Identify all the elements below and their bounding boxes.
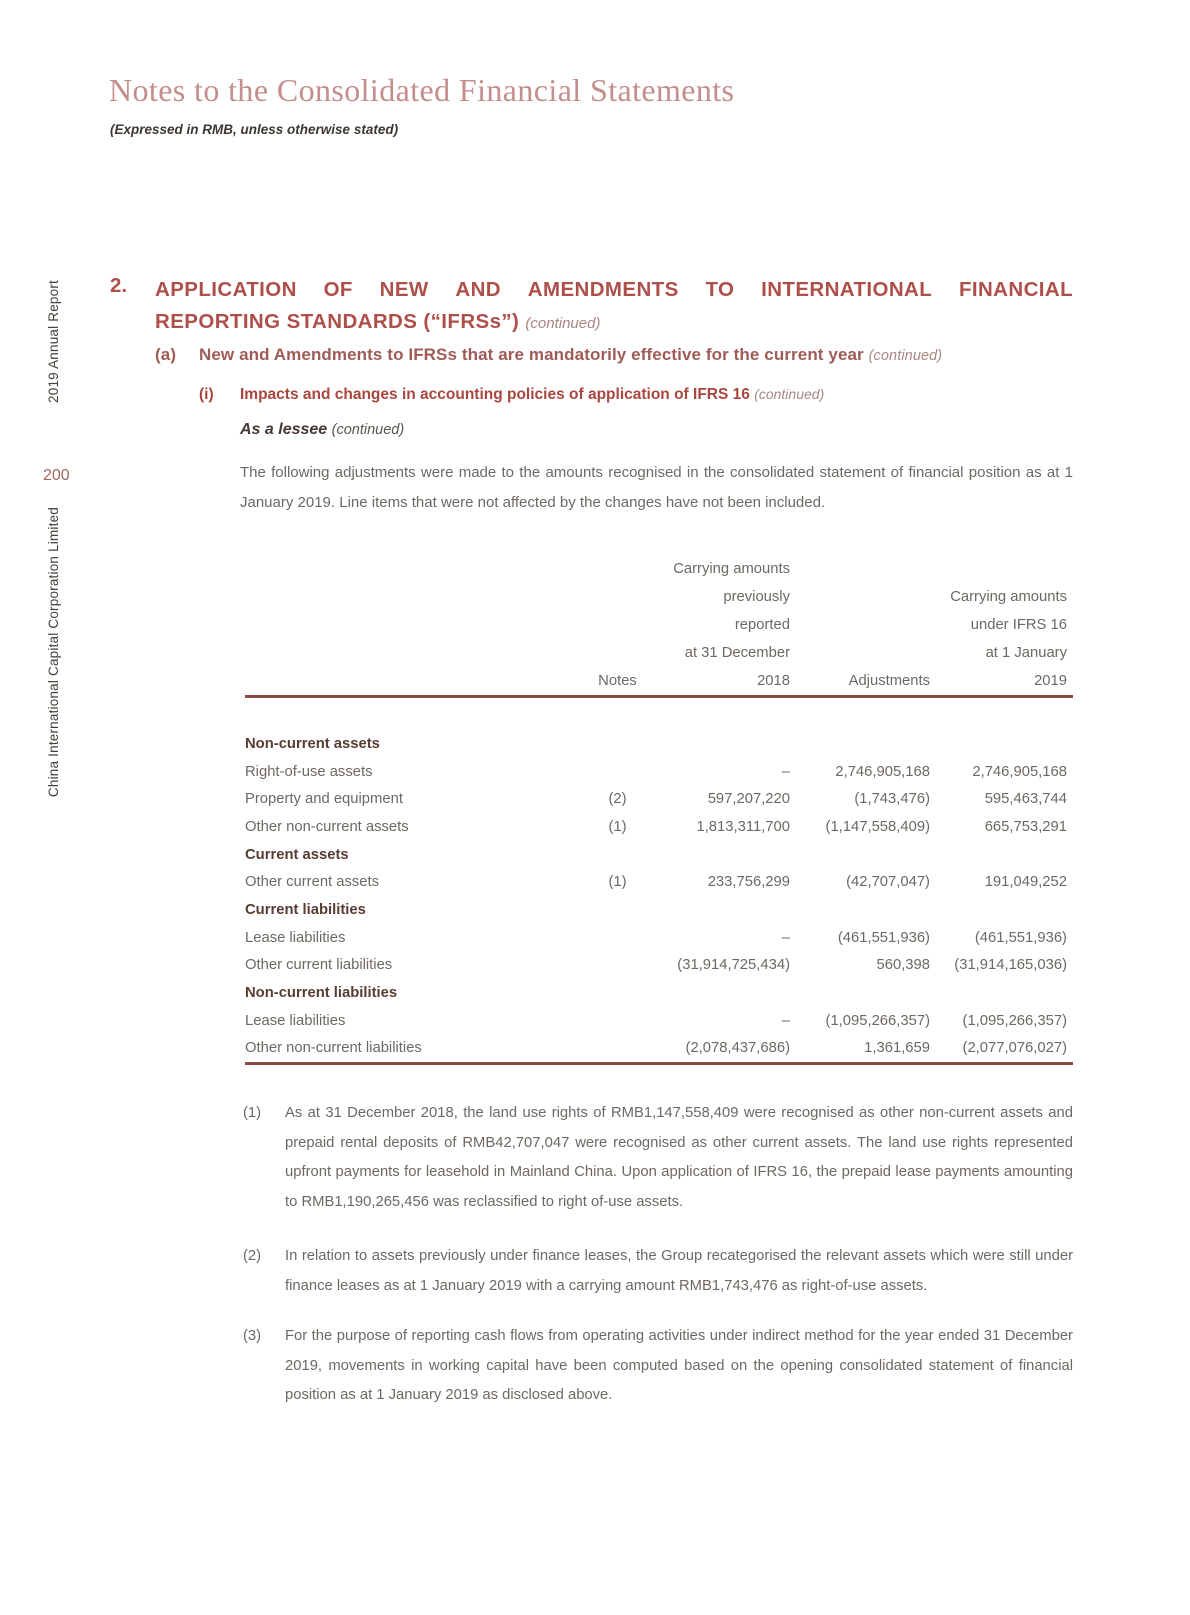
value-2018-cell: 597,207,220 [707,791,790,808]
subsection-a-continued: (continued) [868,348,943,364]
footnote-1-number: (1) [243,1105,262,1121]
value-2019-cell: (31,914,165,036) [954,957,1067,974]
footnote-3-number: (3) [243,1328,262,1344]
row-label: Lease liabilities [245,1012,346,1029]
table-row [245,1035,1073,1063]
section-heading-line1 [155,274,1073,306]
value-2019-cell: 665,753,291 [984,818,1067,835]
row-label: Lease liabilities [245,929,346,946]
value-2018-cell: – [781,763,790,780]
value-2019-cell: (461,551,936) [974,929,1067,946]
adjustments-cell: 2,746,905,168 [835,763,930,780]
subsection-a-text [199,345,942,365]
table-row [245,896,1073,924]
sidebar-company-name: China International Capital Corporation Limited [46,507,61,798]
adjustments-cell: 560,398 [876,957,930,974]
heading-word: INTERNATIONAL [761,278,933,301]
table-row [245,924,1073,952]
adjustments-cell: (461,551,936) [837,929,930,946]
adjustments-table [245,555,1073,1065]
value-2018-cell: (2,078,437,686) [685,1040,790,1057]
heading-word: FINANCIAL [958,278,1073,301]
sidebar-annual-report-label: 2019 Annual Report [46,280,61,403]
page-number: 200 [43,467,70,484]
table-header-line: under IFRS 16 [970,617,1067,633]
row-label: Non-current assets [245,735,380,752]
value-2019-cell: 2,746,905,168 [972,763,1067,780]
table-header-line: 2018 [757,673,790,689]
table-header-line: at 1 January [985,645,1067,661]
notes-cell: (1) [608,874,627,891]
adjustments-cell: 1,361,659 [864,1040,930,1057]
value-2018-cell: – [781,1012,790,1029]
row-label: Non-current liabilities [245,985,398,1002]
table-row [245,952,1073,980]
heading-word: AMENDMENTS [527,278,679,301]
section-number: 2. [110,274,128,297]
value-2018-cell: 233,756,299 [707,874,790,891]
notes-cell: (2) [608,791,627,808]
footnote-3-text: For the purpose of reporting cash flows from operating activities under indirect method for the year ended 31 December 2019, movements in working capital have been computed based on the opening consolidated statement of financial position as at 1 January 2019 as disclosed above. [285,1328,1073,1403]
table-row [245,813,1073,841]
heading-word: NEW [379,278,429,301]
subsection-a-label: (a) [155,345,177,364]
section-heading [110,274,1073,340]
footnote-2-number: (2) [243,1248,262,1264]
footnote-1-text: As at 31 December 2018, the land use rights of RMB1,147,558,409 were recognised as other non-current assets and prepaid rental deposits of RMB42,707,047 were recognised as other current assets. The land use rights represented upfront payments for leasehold in Mainland China. Upon application of IFRS 16, the prepaid lease payments amounting to RMB1,190,265,456 was reclassified to right of-use assets. [285,1105,1073,1210]
adjustments-cell: (1,743,476) [854,791,930,808]
adjustments-cell: (1,095,266,357) [825,1012,930,1029]
row-label: Property and equipment [245,791,403,808]
footnote-2 [243,1242,1073,1301]
row-label: Other non-current liabilities [245,1040,422,1057]
subsection-i-continued: (continued) [754,386,825,402]
table-row [245,841,1073,869]
table-header-line: Carrying amounts [950,589,1067,605]
table-header-adjustments: Adjustments [848,673,930,689]
subsection-i-text [240,386,824,404]
table-header-line: at 31 December [684,645,790,661]
col-2018-header [650,555,790,695]
table-header-line: reported [734,617,790,633]
heading-word: TO [705,278,735,301]
subsection-a-heading [155,345,1073,365]
intro-paragraph: The following adjustments were made to the amounts recognised in the consolidated statement of financial position as at 1 January 2019. Line items that were not affected by the changes have not been included. [240,464,1073,511]
col-2019-header [930,583,1073,695]
document-title: Notes to the Consolidated Financial Statements [109,72,735,108]
table-header-notes: Notes [598,673,637,689]
subsection-i-heading [199,386,824,404]
row-label: Current assets [245,846,349,863]
document-subtitle: (Expressed in RMB, unless otherwise stated) [110,122,399,137]
subsection-a-title: New and Amendments to IFRSs that are mandatorily effective for the current year [199,345,864,364]
value-2019-cell: 595,463,744 [984,791,1067,808]
notes-cell: (1) [608,818,627,835]
subsection-i-label: (i) [199,386,214,403]
table-header [245,555,1073,695]
value-2019-cell: (2,077,076,027) [962,1040,1067,1057]
section-heading-line2 [155,306,1073,340]
value-2018-cell: (31,914,725,434) [677,957,790,974]
section-heading-text [155,274,1073,340]
lessee-continued [332,422,405,438]
footnote-2-text: In relation to assets previously under finance leases, the Group recategorised the relevant assets which were still under finance leases as at 1 January 2019 with a carrying amount RMB1,743,476 as right-of-use assets. [285,1248,1073,1294]
row-label: Other non-current assets [245,818,409,835]
table-row [245,979,1073,1007]
heading-word: APPLICATION [155,278,297,301]
lessee-heading [240,421,404,439]
row-label: Other current liabilities [245,957,393,974]
lessee-continued-text: (continued) [331,422,405,438]
value-2018-cell: – [781,929,790,946]
table-bottom-rule [245,1062,1073,1065]
table-row [245,730,1073,758]
footnote-1 [243,1099,1073,1217]
heading-word: OF [323,278,353,301]
table-row [245,1007,1073,1035]
section-continued-label: (continued) [525,315,601,332]
adjustments-cell: (42,707,047) [846,874,930,891]
heading-word: AND [455,278,502,301]
table-body [245,698,1073,1062]
table-header-line: 2019 [1034,673,1067,689]
row-label: Current liabilities [245,901,366,918]
value-2018-cell: 1,813,311,700 [696,818,790,835]
value-2019-cell: 191,049,252 [984,874,1067,891]
table-row [245,868,1073,896]
row-label: Right-of-use assets [245,763,373,780]
section-heading-line2-text: REPORTING STANDARDS (“IFRSs”) [155,310,520,333]
table-header-line: Carrying amounts [673,561,790,577]
footnote-3 [243,1322,1073,1411]
table-row [245,785,1073,813]
value-2019-cell: (1,095,266,357) [962,1012,1067,1029]
subsection-i-title: Impacts and changes in accounting policies of application of IFRS 16 [240,386,750,403]
table-row [245,758,1073,786]
adjustments-cell: (1,147,558,409) [825,818,930,835]
lessee-title: As a lessee [240,421,328,438]
row-label: Other current assets [245,874,380,891]
table-header-line: previously [723,589,790,605]
